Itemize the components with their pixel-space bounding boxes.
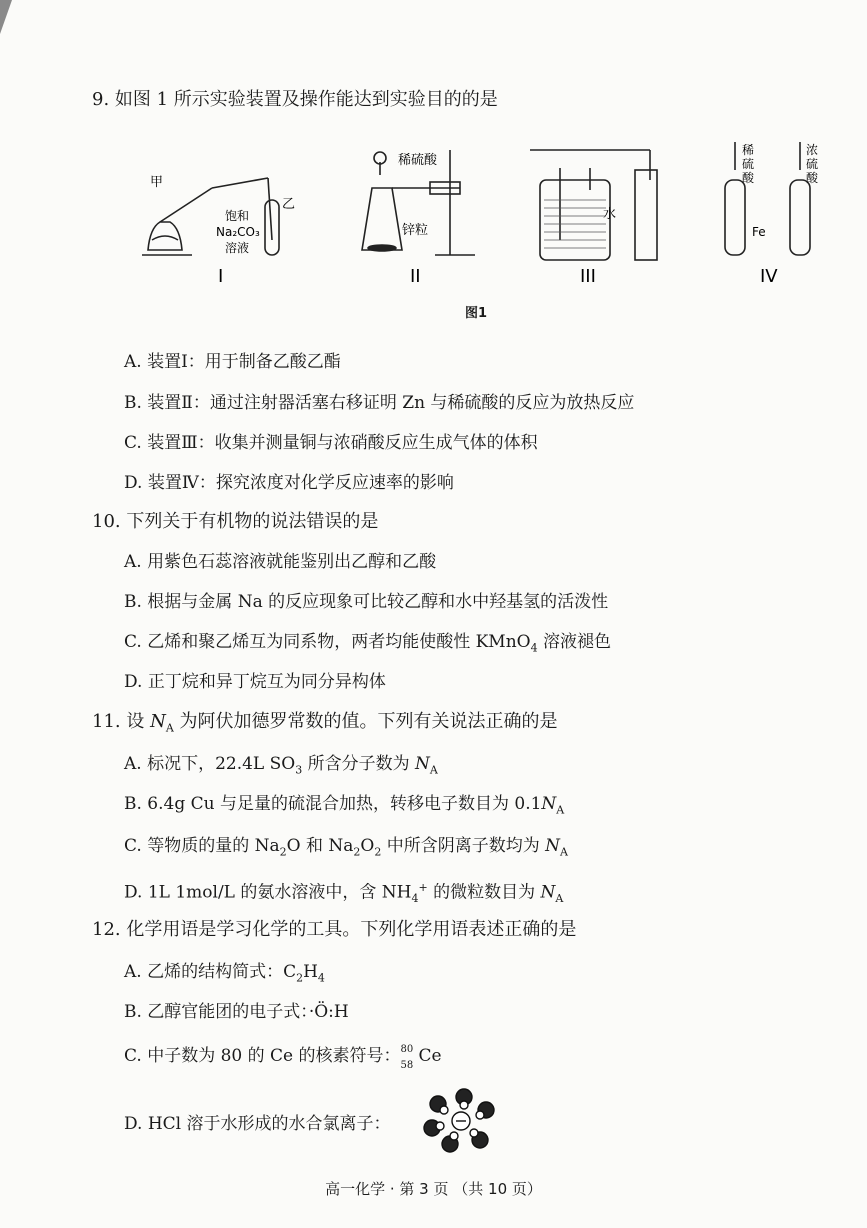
q12-option-a: A. 乙烯的结构简式：$C_2H_4$ bbox=[124, 962, 325, 985]
q9-stem: 9. 如图 1 所示实验装置及操作能达到实验目的的是 bbox=[92, 89, 498, 110]
q10-option-d: D. 正丁烷和异丁烷互为同分异构体 bbox=[124, 672, 386, 692]
test-tube-right-IV bbox=[790, 180, 810, 255]
figure-1-apparatus bbox=[130, 140, 819, 290]
label-shui: 水 bbox=[603, 207, 617, 222]
roman-II: II bbox=[410, 266, 421, 287]
label-xi: 稀 bbox=[742, 143, 755, 157]
label-jia: 甲 bbox=[150, 175, 164, 190]
label-xiliusuan: 稀硫酸 bbox=[398, 153, 438, 168]
water-hatch-III bbox=[544, 200, 606, 248]
q12-stem: 12. 化学用语是学习化学的工具。下列化学用语表述正确的是 bbox=[92, 919, 577, 940]
q9-option-a: A. 装置Ⅰ：用于制备乙酸乙酯 bbox=[124, 352, 341, 372]
q11-option-a: A. 标况下，22.4L $SO_3$ 所含分子数为 $N_A$ bbox=[124, 754, 438, 777]
figure-caption: 图1 bbox=[465, 306, 488, 321]
q11-option-d: D. 1L 1mol/L 的氨水溶液中，含 $NH_4^+$ 的微粒数目为 $N_A$ bbox=[124, 881, 564, 906]
q10-option-b: B. 根据与金属 Na 的反应现象可比较乙醇和水中羟基氢的活泼性 bbox=[124, 592, 609, 612]
q11-stem: 11. 设 $N_A$ 为阿伏加德罗常数的值。下列有关说法正确的是 bbox=[92, 711, 558, 735]
q12-option-d: D. HCl 溶于水形成的水合氯离子： bbox=[124, 1114, 391, 1134]
label-baohe: 饱和 bbox=[225, 209, 250, 223]
q9-option-b: B. 装置Ⅱ：通过注射器活塞右移证明 Zn 与稀硫酸的反应为放热反应 bbox=[124, 393, 635, 413]
nuclide-scripts: 80 58 bbox=[400, 1044, 414, 1071]
label-na2co3: Na₂CO₃ bbox=[216, 225, 260, 239]
tube-down-I bbox=[268, 178, 272, 240]
label-rongye: 溶液 bbox=[225, 241, 250, 255]
test-tube-yi bbox=[265, 200, 279, 255]
q12-option-b: B. 乙醇官能团的电子式：·Ö:H bbox=[124, 1002, 349, 1022]
label-liu2: 硫 bbox=[806, 157, 819, 171]
q9-option-c: C. 装置Ⅲ：收集并测量铜与浓硝酸反应生成气体的体积 bbox=[124, 433, 538, 453]
label-suan2: 酸 bbox=[806, 171, 819, 185]
label-yi: 乙 bbox=[282, 197, 296, 212]
hydrated-chloride-ion-diagram bbox=[420, 1088, 502, 1154]
delivery-tube-I bbox=[160, 188, 212, 222]
roman-I: I bbox=[218, 266, 224, 287]
roman-IV: IV bbox=[760, 266, 778, 287]
q12-option-c: C. 中子数为 80 的 Ce 的核素符号： 80 58 Ce bbox=[124, 1044, 442, 1071]
test-tube-left-IV bbox=[725, 180, 745, 255]
label-xinli: 锌粒 bbox=[402, 223, 429, 238]
label-fe: Fe bbox=[752, 225, 766, 239]
label-liu: 硫 bbox=[742, 157, 755, 171]
q11-option-c: C. 等物质的量的 $Na_2O$ 和 $Na_2O_2$ 中所含阴离子数均为 $N_A$ bbox=[124, 836, 568, 859]
measuring-cylinder-III bbox=[635, 170, 657, 260]
flask-II bbox=[362, 188, 402, 250]
tube-top-I bbox=[212, 178, 268, 188]
label-nong: 浓 bbox=[806, 143, 819, 157]
q10-option-c: C. 乙烯和聚乙烯互为同系物，两者均能使酸性 KMnO$_4$ 溶液褪色 bbox=[124, 632, 612, 655]
flame-I bbox=[152, 236, 178, 240]
hydroxyl-electron-formula: ·Ö:H bbox=[308, 1002, 349, 1022]
zinc-granules bbox=[368, 245, 396, 251]
apparatus-IV bbox=[725, 142, 810, 255]
roman-III: III bbox=[580, 266, 596, 287]
q11-option-b: B. 6.4g Cu 与足量的硫混合加热，转移电子数目为 $0.1N_A$ bbox=[124, 794, 565, 817]
apparatus-III bbox=[530, 150, 657, 260]
scan-corner-shadow bbox=[0, 0, 12, 34]
q10-option-a: A. 用紫色石蕊溶液就能鉴别出乙醇和乙酸 bbox=[124, 552, 437, 572]
q9-option-d: D. 装置Ⅳ：探究浓度对化学反应速率的影响 bbox=[124, 473, 454, 493]
label-suan: 酸 bbox=[742, 171, 755, 185]
page-footer: 高一化学 · 第 3 页 （共 10 页） bbox=[325, 1180, 542, 1198]
q10-stem: 10. 下列关于有机物的说法错误的是 bbox=[92, 511, 379, 532]
